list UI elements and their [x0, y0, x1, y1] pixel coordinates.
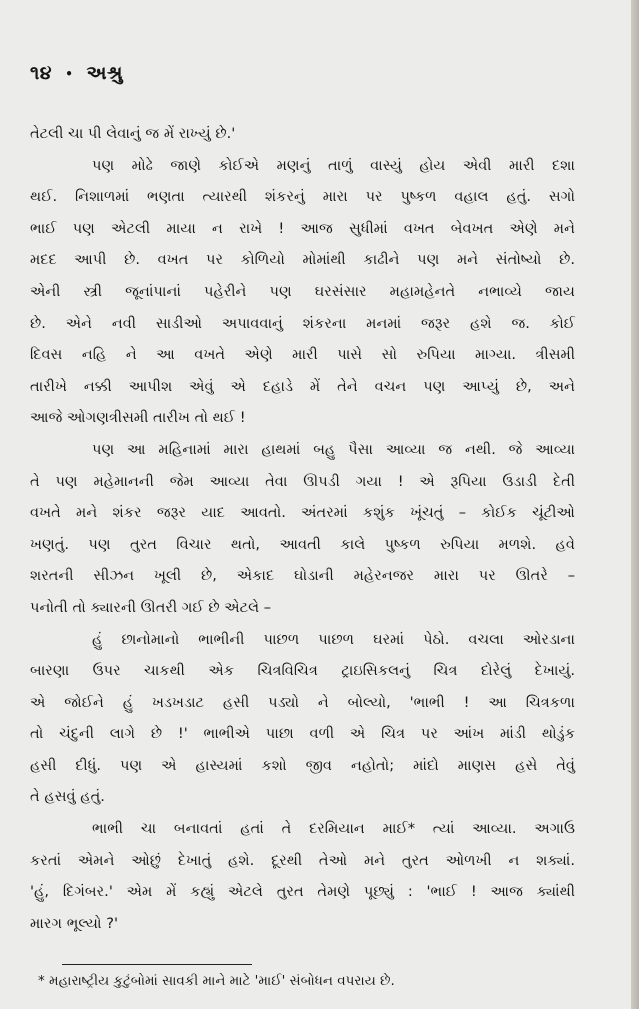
page-edge: [631, 0, 639, 1009]
text-line: 'હું, દિગંબર.' એમ મેં કહ્યું એટલે તુરત તેમણે પૂછ્યું : 'ભાઈ ! આજ ક્યાંથી: [30, 883, 575, 901]
text-line: મારગ ભૂલ્યો ?': [30, 914, 118, 932]
footnote-rule: [62, 964, 252, 965]
text-line: તેટલી ચા પી લેવાનું જ મેં રાખ્યું છે.': [30, 125, 236, 142]
text-line: એ જોઈને હું ખડખડાટ હસી પડ્યો ને બોલ્યો, 'ભાભી ! આ ચિત્રકળા: [30, 693, 575, 711]
paragraph: [30, 813, 575, 939]
text-line: તારીખે નક્કી આપીશ એવું એ દહાડે મેં તેને વચન પણ આપ્યું છે, અને: [30, 377, 575, 395]
text-line: એની સ્ત્રી જૂનાંપાનાં પહેરીને પણ ઘરસંસાર મહામહેનતે નભાવ્યે જાય: [30, 282, 575, 300]
text-line: તો ચંદુની લાગે છે !' ભાભીએ પાછા વળી એ ચિત્ર પર આંખ માંડી થોડુંક: [30, 725, 575, 743]
text-line: પણ આ મહિનામાં મારા હાથમાં બહુ પૈસા આવ્યા જ નથી. જે આવ્યા: [92, 440, 575, 458]
text-line: થઈ. નિશાળમાં ભણતા ત્યારથી શંકરનું મારા પર પુષ્કળ વહાલ હતું. સગો: [30, 188, 575, 206]
text-line: ભાઈ પણ એટલી માયા ન રાખે ! આજ સુધીમાં વખત બેવખત એણે મને: [30, 219, 575, 237]
text-line: વખતે મને શંકર જરૂર યાદ આવતો. અંતરમાં કશુંક ખૂંચતું – કોઈક ચૂંટીઓ: [30, 504, 575, 522]
text-line: તે હસવું હતું.: [30, 788, 105, 806]
text-line: ભાભી ચા બનાવતાં હતાં તે દરમિયાન માઈ* ત્યાં આવ્યા. અગાઉ: [92, 820, 575, 838]
text-line: હું છાનોમાનો ભાભીની પાછળ પાછળ ઘરમાં પેઠો. વચલા ઓરડાના: [92, 630, 575, 648]
text-line: આજે ઓગણત્રીસમી તારીખ તો થઈ !: [30, 409, 246, 427]
text-line: પનોતી તો ક્યારની ઊતરી ગઈ છે એટલે –: [30, 598, 272, 616]
text-line: શરતની સીઝન ખૂલી છે, એકાદ ઘોડાની મહેરનજર મારા પર ઊતરે –: [30, 567, 575, 585]
text-line: બારણા ઉપર ચાકથી એક ચિત્રવિચિત્ર ટ્રાઇસિકલનું ચિત્ર દોરેલું દેખાયું.: [30, 662, 575, 680]
page-number: ૧૪: [30, 62, 53, 84]
paragraph: [30, 150, 575, 434]
body-text: [30, 118, 575, 939]
paragraph: [30, 624, 575, 814]
text-line: હસી દીધું. પણ એ હાસ્યમાં કશો જીવ નહોતો; માંદો માણસ હસે તેવું: [30, 756, 575, 774]
text-line: દિવસ નહિ ને આ વખતે એણે મારી પાસે સો રુપિયા માગ્યા. ત્રીસમી: [30, 346, 575, 364]
text-line: પણ મોઢે જાણે કોઈએ મણનું તાળું વાસ્યું હોય એવી મારી દશા: [92, 156, 575, 174]
running-header: [30, 62, 123, 84]
book-title: અશ્રુ: [86, 62, 124, 84]
text-line: કરતાં એમને ઓછું દેખાતું હશે. દૂરથી તેઓ મને તુરત ઓળખી ન શક્યાં.: [30, 851, 575, 869]
text-line: તે પણ મહેમાનની જેમ આવ્યા તેવા ઊપડી ગયા ! એ રૂપિયા ઉડાડી દેતી: [30, 472, 575, 490]
text-line: છે. એને નવી સાડીઓ અપાવવાનું શંકરના મનમાં જરૂર હશે જ. કોઈ: [30, 314, 575, 332]
paragraph: [30, 118, 575, 150]
text-line: મદદ આપી છે. વખત પર કોળિયો મોમાંથી કાઢીને પણ મને સંતોષ્યો છે.: [30, 251, 575, 269]
paragraph: [30, 434, 575, 624]
text-line: ખણતું. પણ તુરત વિચાર થતો, આવતી કાલે પુષ્કળ રુપિયા મળશે. હવે: [30, 535, 575, 553]
footnote: * મહારાષ્ટ્રીય કુટુંબોમાં સાવકી માને માટે 'માઈ' સંબોધન વપરાય છે.: [38, 973, 395, 989]
header-separator: •: [65, 66, 74, 81]
